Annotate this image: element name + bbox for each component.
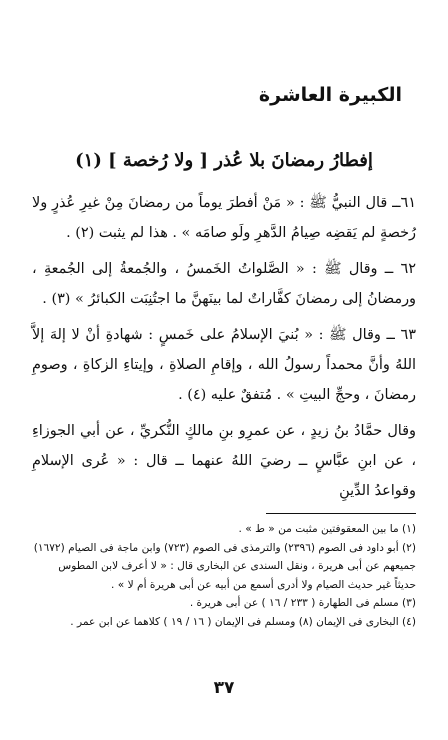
footnote-divider bbox=[266, 513, 416, 514]
main-text bbox=[32, 188, 416, 512]
chapter-title: الكبيرة العاشرة bbox=[258, 84, 402, 106]
footnote-line: (٢) أبو داود فى الصوم (٢٣٩٦) والترمذى فى الصوم (٧٢٣) وابن ماجة فى الصيام (١٦٧٢) bbox=[33, 541, 416, 554]
footnote-line: (٤) البخارى فى الإيمان (٨) ومسلم فى الإيمان ( ١٦ / ١٩ ) كلاهما عن ابن عمر . bbox=[70, 615, 416, 628]
footnote-line: جميعهم عن أبى هريرة ، ونقل السندى عن البخارى قال : « لا أعرف لابن المطوس bbox=[58, 560, 416, 573]
footnote-line: (٣) مسلم فى الطهارة ( ٢٣٣ / ١٦ ) عن أبى هريرة . bbox=[189, 597, 416, 610]
section-heading: إفطارُ رمضانَ بلا عُذر [ ولا رُخصة ] (١) bbox=[75, 150, 373, 171]
hadith-61: ٦١ــ قال النبيُّ ﷺ : « مَنْ أفطرَ يوماً من رمضانَ مِنْ غيرِ عُذرٍ ولا رُخصةٍ لم يَقضِه صِيامُ الدَّهرِ ولَو صامَه » . هذا لم يثبت (٢) . bbox=[32, 195, 416, 241]
footnotes bbox=[28, 520, 416, 632]
footnote-line: (١) ما بين المعقوفتين مثبت من « ط » . bbox=[238, 523, 416, 535]
hadith-63: ٦٣ ــ وقال ﷺ : « بُنيَ الإسلامُ على خَمسٍ : شهادةِ أنْ لا إلهَ إلاَّ اللهُ وأنَّ محمداً رسولُ الله ، وإقامِ الصلاةِ ، وإيتاءِ الزكاةِ ، وصومِ رمضانَ ، وحجِّ البيتِ » . مُتفقٌ عليه (٤) . bbox=[32, 327, 416, 403]
page-number: ٣٧ bbox=[213, 678, 235, 698]
narration-paragraph: وقال حمَّادُ بنُ زيدٍ ، عن عمرِو بنِ مالكٍ النُّكريِّ ، عن أبي الجوزاءِ ، عن ابنِ عبَّاسٍ ــ رضيَ اللهُ عنهما ــ قال : « عُرى الإسلامِ وقواعدُ الدِّينِ bbox=[32, 423, 416, 499]
footnote-line: حديثاً غير حديث الصيام ولا أدرى أسمع من أبيه عن أبى هريرة أم لا » . bbox=[111, 578, 416, 591]
hadith-62: ٦٢ ــ وقال ﷺ : « الصَّلواتُ الخَمسُ ، والجُمعةُ إلى الجُمعةِ ، ورمضانُ إلى رمضانَ كفَّاراتٌ لما بينَهنَّ ما اجتُنِبَت الكبائرُ » (٣) . bbox=[32, 261, 416, 307]
